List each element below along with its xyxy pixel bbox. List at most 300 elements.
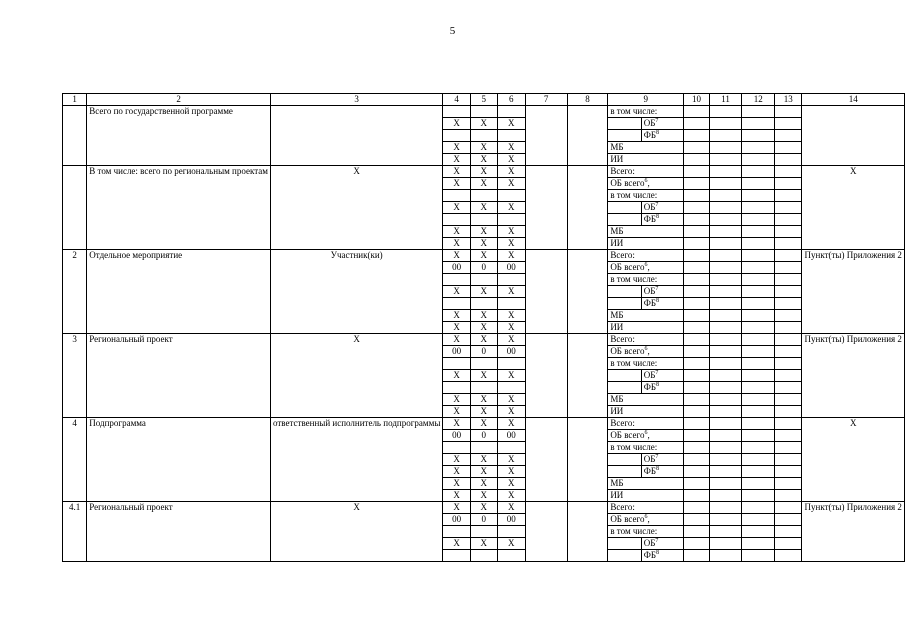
value-cell — [709, 454, 742, 466]
source-label-text: в том числе: — [610, 358, 658, 368]
x-cell: X — [470, 118, 497, 130]
value-cell — [775, 130, 802, 142]
x-cell: X — [497, 466, 525, 478]
x-cell — [443, 382, 470, 394]
value-cell — [684, 370, 710, 382]
x-cell: X — [443, 490, 470, 502]
header-cell: 1 — [63, 94, 87, 106]
source-label-text: ИИ — [610, 490, 624, 500]
source-footnote: 8 — [655, 214, 659, 220]
x-cell: X — [443, 142, 470, 154]
value-cell — [684, 166, 710, 178]
x-cell: X — [470, 310, 497, 322]
value-cell — [684, 106, 710, 118]
value-cell — [684, 466, 710, 478]
x-cell: 00 — [443, 346, 470, 358]
value-cell — [775, 286, 802, 298]
x-cell: X — [470, 202, 497, 214]
source-footnote: 7 — [655, 454, 659, 460]
x-cell: 0 — [470, 514, 497, 526]
x-cell — [470, 442, 497, 454]
value-cell — [684, 526, 710, 538]
value-cell — [684, 514, 710, 526]
value-cell — [684, 550, 710, 562]
source-footnote: 6 — [644, 430, 648, 436]
x-cell — [470, 106, 497, 118]
source-label — [608, 250, 684, 262]
source-indent — [608, 298, 641, 310]
value-cell — [684, 334, 710, 346]
value-cell — [742, 106, 775, 118]
value-cell — [684, 178, 710, 190]
x-cell: X — [443, 166, 470, 178]
value-cell — [742, 370, 775, 382]
value-cell — [709, 250, 742, 262]
source-footnote: 8 — [655, 130, 659, 136]
value-cell — [684, 226, 710, 238]
value-cell — [775, 418, 802, 430]
value-cell — [684, 358, 710, 370]
x-cell: X — [470, 142, 497, 154]
value-cell — [775, 154, 802, 166]
x-cell — [497, 550, 525, 562]
source-label-text: ИИ — [610, 154, 624, 164]
x-cell — [470, 358, 497, 370]
x-cell: X — [497, 478, 525, 490]
value-cell — [775, 106, 802, 118]
source-label — [641, 550, 683, 562]
value-cell — [709, 538, 742, 550]
row-name: Региональный проект — [87, 334, 271, 418]
value-cell — [709, 382, 742, 394]
source-label — [641, 118, 683, 130]
source-label — [608, 226, 684, 238]
source-label-text: ИИ — [610, 406, 624, 416]
value-cell — [684, 430, 710, 442]
row-number: 2 — [63, 250, 87, 334]
source-label — [608, 106, 684, 118]
value-cell — [684, 130, 710, 142]
x-cell: X — [443, 418, 470, 430]
value-cell — [742, 190, 775, 202]
source-label-text: ОБ — [643, 454, 656, 464]
col8-cell — [567, 166, 608, 250]
source-footnote: 6 — [644, 514, 648, 520]
value-cell — [742, 502, 775, 514]
source-label-text: ОБ — [643, 286, 656, 296]
x-cell: X — [470, 406, 497, 418]
value-cell — [684, 442, 710, 454]
value-cell — [742, 466, 775, 478]
source-label-text: Всего: — [610, 250, 635, 260]
value-cell — [742, 442, 775, 454]
value-cell — [709, 178, 742, 190]
value-cell — [775, 190, 802, 202]
source-label-text: ИИ — [610, 238, 624, 248]
row-note: Пункт(ты) Приложения 2 — [802, 334, 905, 418]
x-cell: X — [497, 250, 525, 262]
row-note: Пункт(ты) Приложения 2 — [802, 502, 905, 562]
x-cell — [497, 106, 525, 118]
value-cell — [742, 382, 775, 394]
value-cell — [742, 478, 775, 490]
value-cell — [709, 394, 742, 406]
value-cell — [775, 166, 802, 178]
row-name: Подпрограмма — [87, 418, 271, 502]
source-label — [608, 442, 684, 454]
value-cell — [709, 370, 742, 382]
value-cell — [684, 346, 710, 358]
source-indent — [608, 550, 641, 562]
row-participant: X — [270, 166, 442, 250]
x-cell: X — [470, 490, 497, 502]
value-cell — [742, 490, 775, 502]
x-cell — [443, 130, 470, 142]
value-cell — [684, 286, 710, 298]
x-cell: X — [443, 178, 470, 190]
row-note: X — [802, 418, 905, 502]
row-name: Всего по государственной программе — [87, 106, 271, 166]
source-label — [608, 178, 684, 190]
x-cell: X — [470, 538, 497, 550]
source-label-text: ОБ — [643, 118, 656, 128]
source-label-text: МБ — [610, 478, 624, 488]
value-cell — [775, 466, 802, 478]
source-footnote: 6 — [644, 346, 648, 352]
value-cell — [775, 502, 802, 514]
x-cell — [497, 130, 525, 142]
row-number: 3 — [63, 334, 87, 418]
value-cell — [742, 538, 775, 550]
value-cell — [742, 154, 775, 166]
x-cell: X — [470, 418, 497, 430]
x-cell: X — [497, 154, 525, 166]
table-row — [63, 106, 905, 118]
value-cell — [684, 322, 710, 334]
value-cell — [742, 334, 775, 346]
col8-cell — [567, 334, 608, 418]
source-label-text: ОБ всего — [610, 346, 645, 356]
x-cell: X — [497, 142, 525, 154]
value-cell — [742, 262, 775, 274]
table-row — [63, 166, 905, 178]
value-cell — [775, 118, 802, 130]
value-cell — [742, 406, 775, 418]
source-label — [608, 322, 684, 334]
x-cell: X — [443, 454, 470, 466]
x-cell: 00 — [497, 262, 525, 274]
value-cell — [709, 262, 742, 274]
value-cell — [742, 322, 775, 334]
row-name: В том числе: всего по региональным проектам — [87, 166, 271, 250]
value-cell — [709, 514, 742, 526]
col7-cell — [525, 418, 567, 502]
x-cell: X — [470, 238, 497, 250]
header-cell: 12 — [742, 94, 775, 106]
x-cell: 00 — [443, 514, 470, 526]
value-cell — [709, 106, 742, 118]
budget-table — [62, 93, 905, 562]
source-label-text: МБ — [610, 226, 624, 236]
table-row — [63, 334, 905, 346]
col7-cell — [525, 166, 567, 250]
source-indent — [608, 538, 641, 550]
value-cell — [742, 454, 775, 466]
value-cell — [775, 490, 802, 502]
value-cell — [709, 502, 742, 514]
table-row — [63, 250, 905, 262]
value-cell — [709, 430, 742, 442]
source-label — [608, 358, 684, 370]
x-cell: X — [497, 502, 525, 514]
source-footnote: 8 — [655, 550, 659, 556]
value-cell — [775, 346, 802, 358]
row-participant — [270, 106, 442, 166]
source-label-text: Всего: — [610, 334, 635, 344]
value-cell — [742, 226, 775, 238]
x-cell: X — [443, 370, 470, 382]
x-cell — [470, 190, 497, 202]
source-indent — [608, 370, 641, 382]
value-cell — [709, 118, 742, 130]
source-label — [641, 370, 683, 382]
row-note: X — [802, 166, 905, 250]
x-cell — [470, 130, 497, 142]
header-cell: 9 — [608, 94, 684, 106]
value-cell — [742, 142, 775, 154]
row-participant: ответственный исполнитель подпрограммы — [270, 418, 442, 502]
value-cell — [775, 442, 802, 454]
value-cell — [684, 250, 710, 262]
x-cell: X — [470, 322, 497, 334]
x-cell: X — [497, 286, 525, 298]
source-footnote: 8 — [655, 382, 659, 388]
source-label-text: ФБ — [643, 550, 656, 560]
source-label-text: Всего: — [610, 418, 635, 428]
source-label-text: ОБ — [643, 538, 656, 548]
value-cell — [742, 118, 775, 130]
value-cell — [742, 238, 775, 250]
x-cell — [443, 106, 470, 118]
x-cell: X — [497, 454, 525, 466]
value-cell — [709, 418, 742, 430]
x-cell: 0 — [470, 430, 497, 442]
value-cell — [742, 202, 775, 214]
source-label — [608, 190, 684, 202]
value-cell — [709, 334, 742, 346]
x-cell: X — [470, 454, 497, 466]
x-cell: X — [443, 310, 470, 322]
source-label — [608, 154, 684, 166]
value-cell — [709, 478, 742, 490]
value-cell — [775, 514, 802, 526]
row-name: Региональный проект — [87, 502, 271, 562]
value-cell — [742, 394, 775, 406]
table-row — [63, 502, 905, 514]
value-cell — [742, 250, 775, 262]
x-cell — [497, 442, 525, 454]
value-cell — [709, 226, 742, 238]
row-number — [63, 106, 87, 166]
value-cell — [742, 298, 775, 310]
source-suffix: , — [647, 178, 650, 188]
row-note — [802, 106, 905, 166]
value-cell — [775, 394, 802, 406]
x-cell — [470, 550, 497, 562]
source-label-text: ОБ всего — [610, 430, 645, 440]
x-cell — [497, 214, 525, 226]
x-cell: X — [497, 538, 525, 550]
value-cell — [775, 262, 802, 274]
x-cell — [497, 274, 525, 286]
x-cell: X — [470, 502, 497, 514]
x-cell: X — [497, 238, 525, 250]
row-note: Пункт(ты) Приложения 2 — [802, 250, 905, 334]
value-cell — [684, 382, 710, 394]
value-cell — [709, 166, 742, 178]
source-label-text: ФБ — [643, 466, 656, 476]
page-number: 5 — [449, 25, 456, 37]
x-cell: 00 — [443, 430, 470, 442]
col8-cell — [567, 106, 608, 166]
source-label — [608, 394, 684, 406]
source-label — [608, 490, 684, 502]
x-cell: X — [497, 202, 525, 214]
value-cell — [684, 202, 710, 214]
source-footnote: 7 — [655, 202, 659, 208]
x-cell: X — [443, 394, 470, 406]
source-suffix: , — [647, 262, 650, 272]
source-label-text: ИИ — [610, 322, 624, 332]
header-cell: 4 — [443, 94, 470, 106]
value-cell — [775, 334, 802, 346]
value-cell — [684, 214, 710, 226]
value-cell — [684, 490, 710, 502]
value-cell — [775, 322, 802, 334]
value-cell — [775, 274, 802, 286]
x-cell: X — [470, 478, 497, 490]
x-cell: X — [497, 406, 525, 418]
x-cell: 00 — [497, 346, 525, 358]
source-label — [608, 238, 684, 250]
value-cell — [709, 550, 742, 562]
value-cell — [775, 406, 802, 418]
source-label — [608, 310, 684, 322]
x-cell: X — [470, 394, 497, 406]
value-cell — [709, 190, 742, 202]
x-cell — [470, 214, 497, 226]
value-cell — [742, 286, 775, 298]
source-label-text: МБ — [610, 142, 624, 152]
value-cell — [742, 346, 775, 358]
value-cell — [684, 418, 710, 430]
x-cell — [443, 358, 470, 370]
value-cell — [684, 394, 710, 406]
value-cell — [709, 346, 742, 358]
value-cell — [684, 454, 710, 466]
value-cell — [709, 286, 742, 298]
x-cell: X — [497, 490, 525, 502]
value-cell — [775, 178, 802, 190]
source-label-text: МБ — [610, 394, 624, 404]
value-cell — [709, 466, 742, 478]
source-indent — [608, 466, 641, 478]
value-cell — [709, 298, 742, 310]
x-cell: X — [497, 166, 525, 178]
x-cell — [443, 214, 470, 226]
source-footnote: 7 — [655, 286, 659, 292]
source-suffix: , — [647, 430, 650, 440]
source-label-text: Всего: — [610, 502, 635, 512]
source-label-text: ОБ всего — [610, 178, 645, 188]
source-label-text: Всего: — [610, 166, 635, 176]
value-cell — [775, 550, 802, 562]
x-cell: X — [497, 418, 525, 430]
x-cell — [497, 526, 525, 538]
value-cell — [742, 550, 775, 562]
source-label — [641, 466, 683, 478]
x-cell: X — [443, 118, 470, 130]
col8-cell — [567, 250, 608, 334]
x-cell: X — [497, 226, 525, 238]
source-label — [608, 334, 684, 346]
x-cell: 00 — [497, 430, 525, 442]
value-cell — [742, 214, 775, 226]
source-label — [608, 478, 684, 490]
source-label — [641, 382, 683, 394]
x-cell: X — [443, 286, 470, 298]
source-suffix: , — [647, 346, 650, 356]
x-cell: X — [497, 118, 525, 130]
x-cell: X — [443, 154, 470, 166]
value-cell — [709, 274, 742, 286]
source-indent — [608, 118, 641, 130]
source-label — [641, 130, 683, 142]
source-suffix: , — [647, 514, 650, 524]
value-cell — [775, 358, 802, 370]
source-label-text: ОБ всего — [610, 514, 645, 524]
header-cell: 3 — [270, 94, 442, 106]
x-cell: X — [470, 178, 497, 190]
source-label — [641, 202, 683, 214]
value-cell — [742, 418, 775, 430]
x-cell: X — [443, 322, 470, 334]
value-cell — [775, 538, 802, 550]
value-cell — [684, 154, 710, 166]
col7-cell — [525, 106, 567, 166]
source-label-text: ФБ — [643, 130, 656, 140]
x-cell: X — [470, 226, 497, 238]
source-label — [641, 538, 683, 550]
row-participant: X — [270, 334, 442, 418]
value-cell — [775, 478, 802, 490]
value-cell — [742, 514, 775, 526]
x-cell: X — [443, 334, 470, 346]
table-row — [63, 418, 905, 430]
x-cell: X — [443, 250, 470, 262]
value-cell — [709, 214, 742, 226]
header-cell: 14 — [802, 94, 905, 106]
source-indent — [608, 214, 641, 226]
col7-cell — [525, 334, 567, 418]
source-label — [608, 142, 684, 154]
source-label — [608, 526, 684, 538]
row-participant: X — [270, 502, 442, 562]
header-cell: 8 — [567, 94, 608, 106]
source-footnote: 8 — [655, 466, 659, 472]
x-cell — [470, 382, 497, 394]
x-cell — [470, 526, 497, 538]
